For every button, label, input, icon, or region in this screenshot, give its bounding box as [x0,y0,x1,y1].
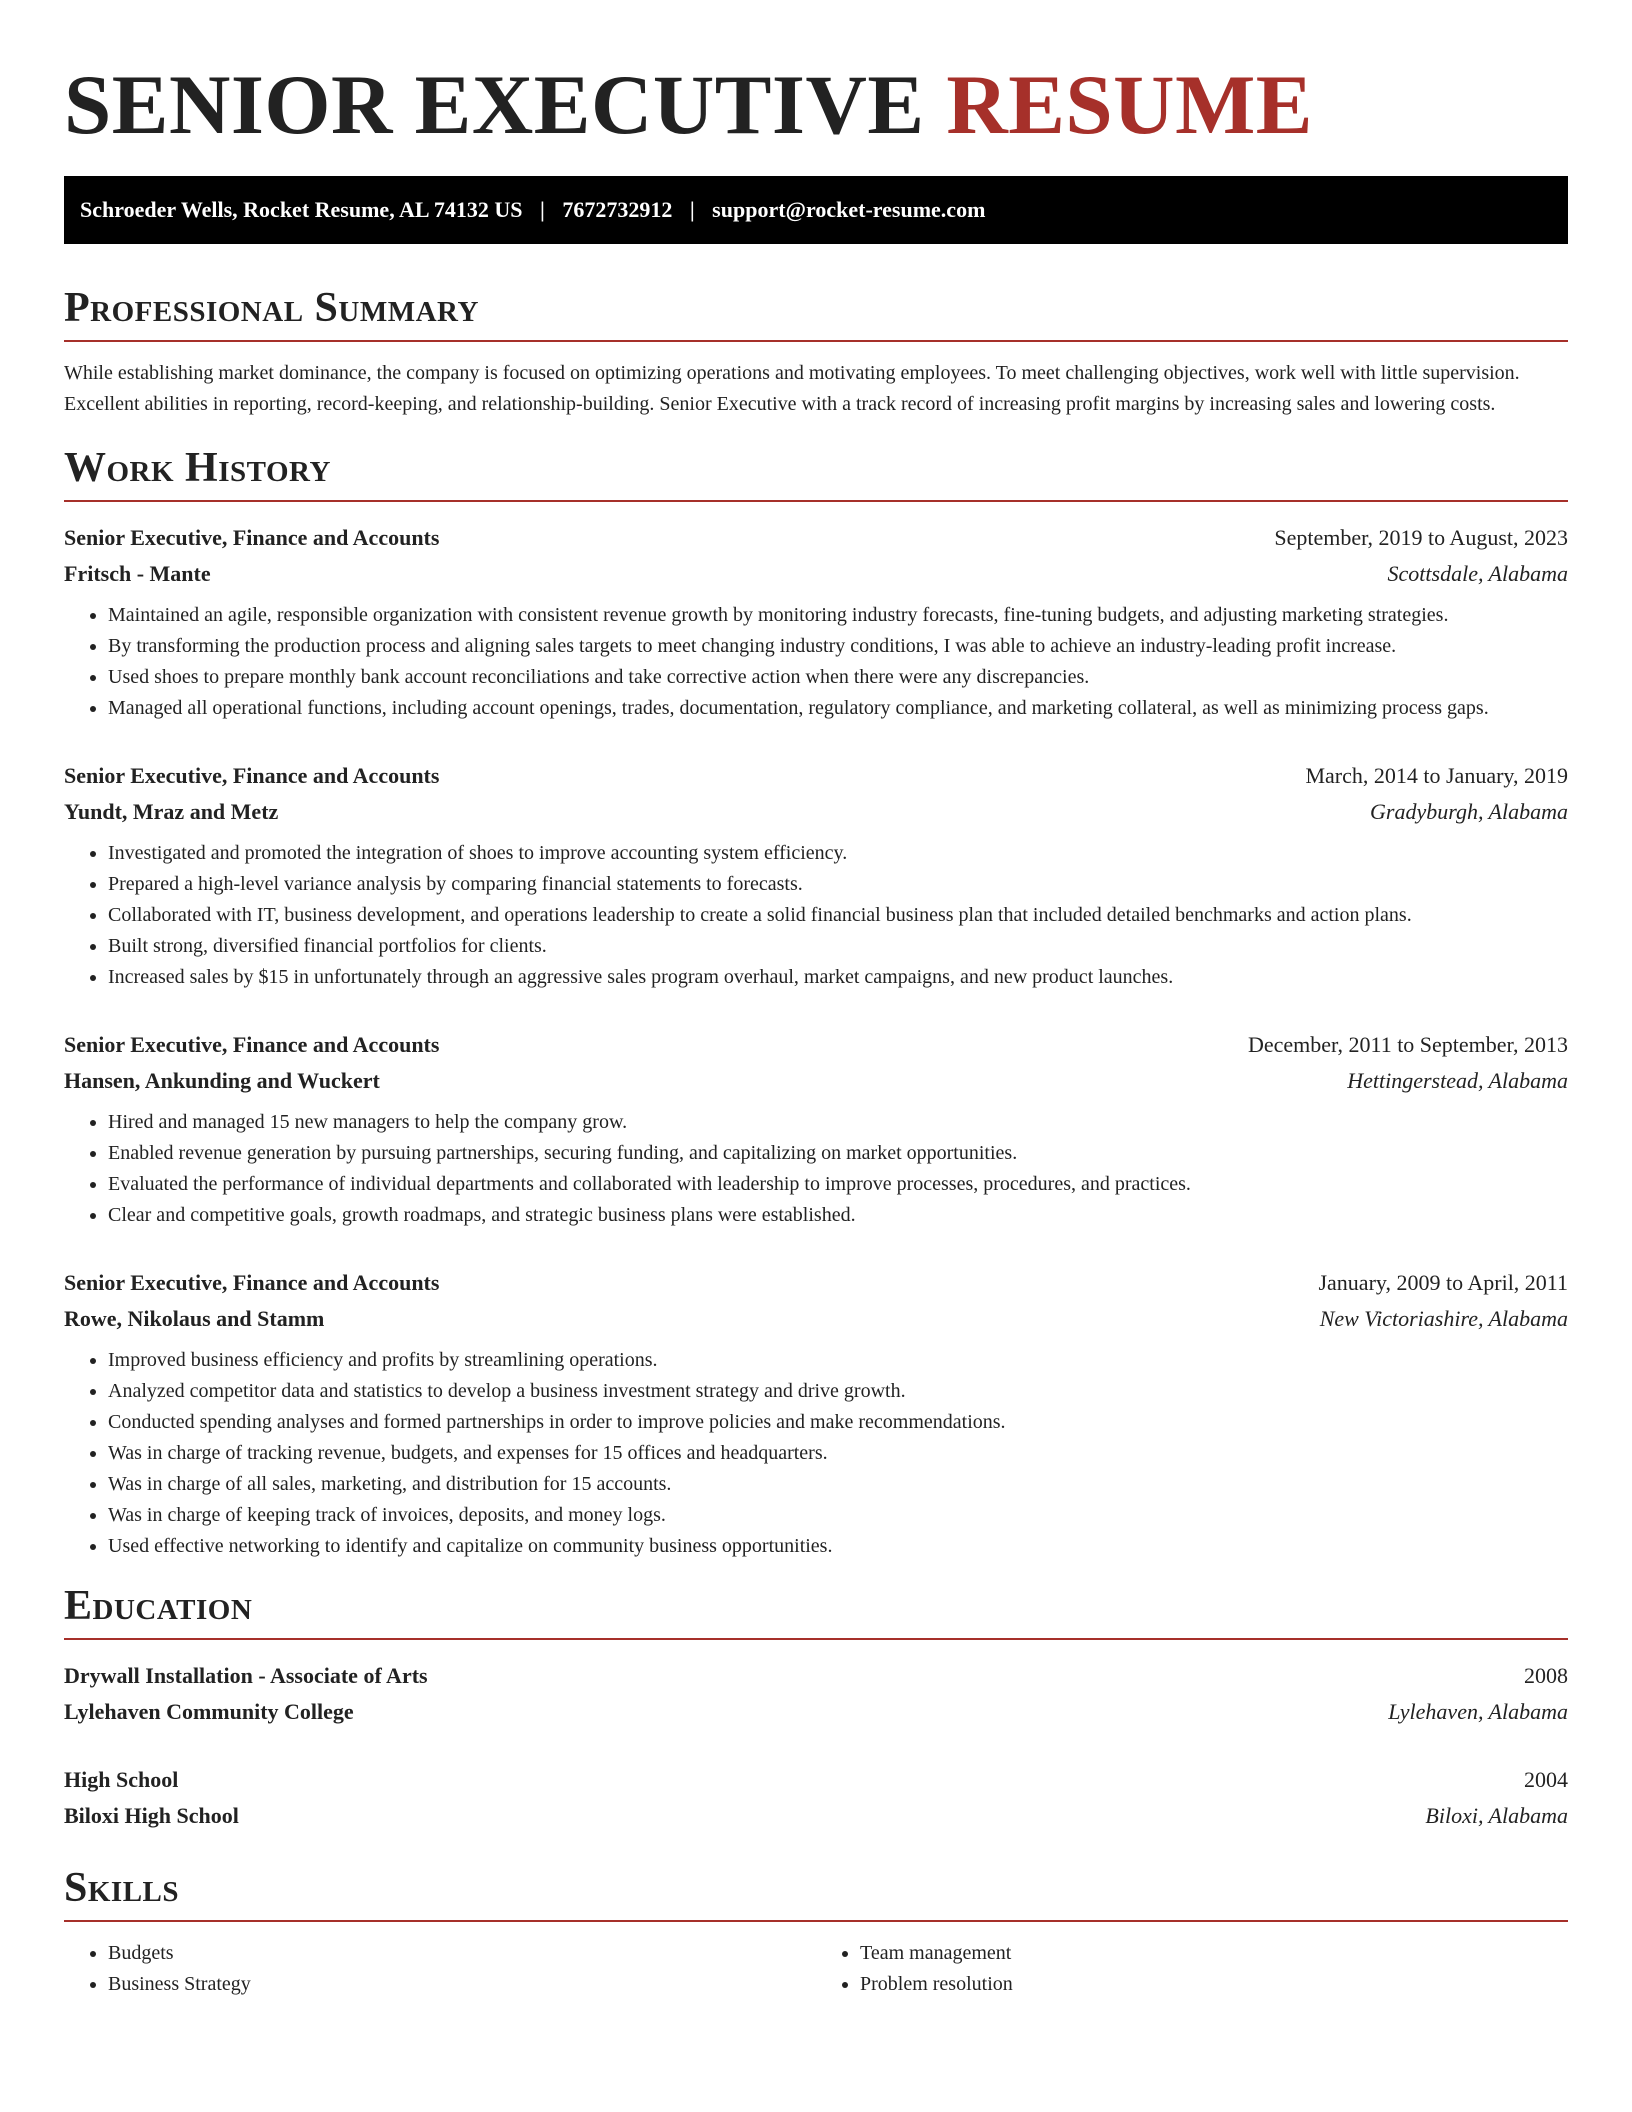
list-item: • Prepared a high-level variance analysis by comparing financial statements to forecasts. [108,869,1568,900]
job-bullets [64,600,1568,724]
list-item: • Analyzed competitor data and statistics to develop a business investment strategy and drive growth. [108,1376,1568,1407]
education-school: Lylehaven Community College [64,1699,354,1724]
job-header-row [64,758,1568,794]
list-item: • Increased sales by $15 in unfortunately through an aggressive sales program overhaul, market campaigns, and new product launches. [108,962,1568,993]
education-degree-row [64,1762,1568,1798]
list-item: • Used effective networking to identify and capitalize on community business opportunities. [108,1531,1568,1562]
job-location: Scottsdale, Alabama [1387,561,1568,586]
list-item: • Was in charge of all sales, marketing, and distribution for 15 accounts. [108,1469,1568,1500]
education-school: Biloxi High School [64,1803,239,1828]
skills-list-left [64,1938,816,2000]
job-dates: December, 2011 to September, 2013 [1248,1032,1568,1057]
job-header-row [64,1265,1568,1301]
education-year: 2008 [1524,1663,1568,1688]
job-header-row [64,1027,1568,1063]
job-header-row [64,520,1568,556]
job-company-row [64,1063,1568,1099]
list-item: • Evaluated the performance of individual departments and collaborated with leadership to improve processes, procedures, and practices. [108,1169,1568,1200]
job-title: Senior Executive, Finance and Accounts [64,1270,440,1295]
education-location: Lylehaven, Alabama [1388,1699,1568,1724]
title-main: SENIOR EXECUTIVE [64,58,925,152]
resume-title [64,0,1568,175]
skills-heading: Skills [64,1862,1568,1922]
job-entry [64,758,1568,993]
contact-address: Schroeder Wells, Rocket Resume, AL 74132 US [80,197,523,222]
job-location: Hettingerstead, Alabama [1347,1068,1568,1093]
contact-phone: 7672732912 [562,197,673,222]
education-entry [64,1658,1568,1730]
job-dates: September, 2019 to August, 2023 [1274,525,1568,550]
skill-item: • Budgets [108,1938,816,1969]
job-company-row [64,1301,1568,1337]
work-section [64,442,1568,1562]
job-entry [64,1027,1568,1231]
contact-separator: | [539,197,545,222]
job-company: Yundt, Mraz and Metz [64,799,279,824]
education-entry [64,1762,1568,1834]
title-accent: RESUME [946,58,1313,152]
job-title: Senior Executive, Finance and Accounts [64,763,440,788]
job-dates: March, 2014 to January, 2019 [1305,763,1568,788]
list-item: • Investigated and promoted the integration of shoes to improve accounting system efficiency. [108,838,1568,869]
job-bullets [64,1345,1568,1562]
list-item: • Collaborated with IT, business development, and operations leadership to create a solid financial business plan that included detailed benchmarks and action plans. [108,900,1568,931]
list-item: • Used shoes to prepare monthly bank account reconciliations and take corrective action when there were any discrepancies. [108,662,1568,693]
list-item: • Conducted spending analyses and formed partnerships in order to improve policies and make recommendations. [108,1407,1568,1438]
summary-heading: Professional Summary [64,282,1568,342]
list-item: • Maintained an agile, responsible organization with consistent revenue growth by monitoring industry forecasts, fine-tuning budgets, and adjusting marketing strategies. [108,600,1568,631]
job-bullets [64,1107,1568,1231]
work-heading: Work History [64,442,1568,502]
skills-list-right [816,1938,1568,2000]
job-company-row [64,794,1568,830]
job-dates: January, 2009 to April, 2011 [1318,1270,1568,1295]
summary-text: While establishing market dominance, the company is focused on optimizing operations and motivating employees. To meet challenging objectives, work well with little supervision. Excellent abilities in reporting, record-keeping, and relationship-building. Senior Executive with a track record of increasing profit margins by increasing sales and lowering costs. [64,362,1520,415]
list-item: • Managed all operational functions, including account openings, trades, documentation, regulatory compliance, and marketing collateral, as well as minimizing process gaps. [108,693,1568,724]
list-item: • Clear and competitive goals, growth roadmaps, and strategic business plans were established. [108,1200,1568,1231]
list-item: • By transforming the production process and aligning sales targets to meet changing industry conditions, I was able to achieve an industry-leading profit increase. [108,631,1568,662]
list-item: • Improved business efficiency and profits by streamlining operations. [108,1345,1568,1376]
education-location: Biloxi, Alabama [1425,1803,1568,1828]
contact-email: support@rocket-resume.com [712,197,986,222]
job-location: New Victoriashire, Alabama [1319,1306,1568,1331]
education-school-row [64,1798,1568,1834]
list-item: • Enabled revenue generation by pursuing partnerships, securing funding, and capitalizing on market opportunities. [108,1138,1568,1169]
education-school-row [64,1694,1568,1730]
job-company: Fritsch - Mante [64,561,211,586]
skill-item: • Business Strategy [108,1969,816,2000]
skills-columns [64,1922,1568,2000]
job-title: Senior Executive, Finance and Accounts [64,525,440,550]
list-item: • Hired and managed 15 new managers to help the company grow. [108,1107,1568,1138]
skill-item: • Team management [860,1938,1568,1969]
job-bullets [64,838,1568,993]
education-degree: Drywall Installation - Associate of Arts [64,1663,428,1688]
education-heading: Education [64,1580,1568,1640]
education-year: 2004 [1524,1767,1568,1792]
education-degree: High School [64,1767,179,1792]
job-location: Gradyburgh, Alabama [1370,799,1568,824]
job-entry [64,520,1568,724]
skill-item: • Problem resolution [860,1969,1568,2000]
education-degree-row [64,1658,1568,1694]
skills-section [64,1862,1568,2000]
job-company-row [64,556,1568,592]
list-item: • Built strong, diversified financial portfolios for clients. [108,931,1568,962]
education-section [64,1580,1568,1834]
job-company: Hansen, Ankunding and Wuckert [64,1068,380,1093]
contact-bar [64,176,1568,244]
list-item: • Was in charge of tracking revenue, budgets, and expenses for 15 offices and headquarters. [108,1438,1568,1469]
list-item: • Was in charge of keeping track of invoices, deposits, and money logs. [108,1500,1568,1531]
job-title: Senior Executive, Finance and Accounts [64,1032,440,1057]
summary-section [64,282,1568,420]
job-entry [64,1265,1568,1562]
contact-separator: | [689,197,695,222]
job-company: Rowe, Nikolaus and Stamm [64,1306,325,1331]
